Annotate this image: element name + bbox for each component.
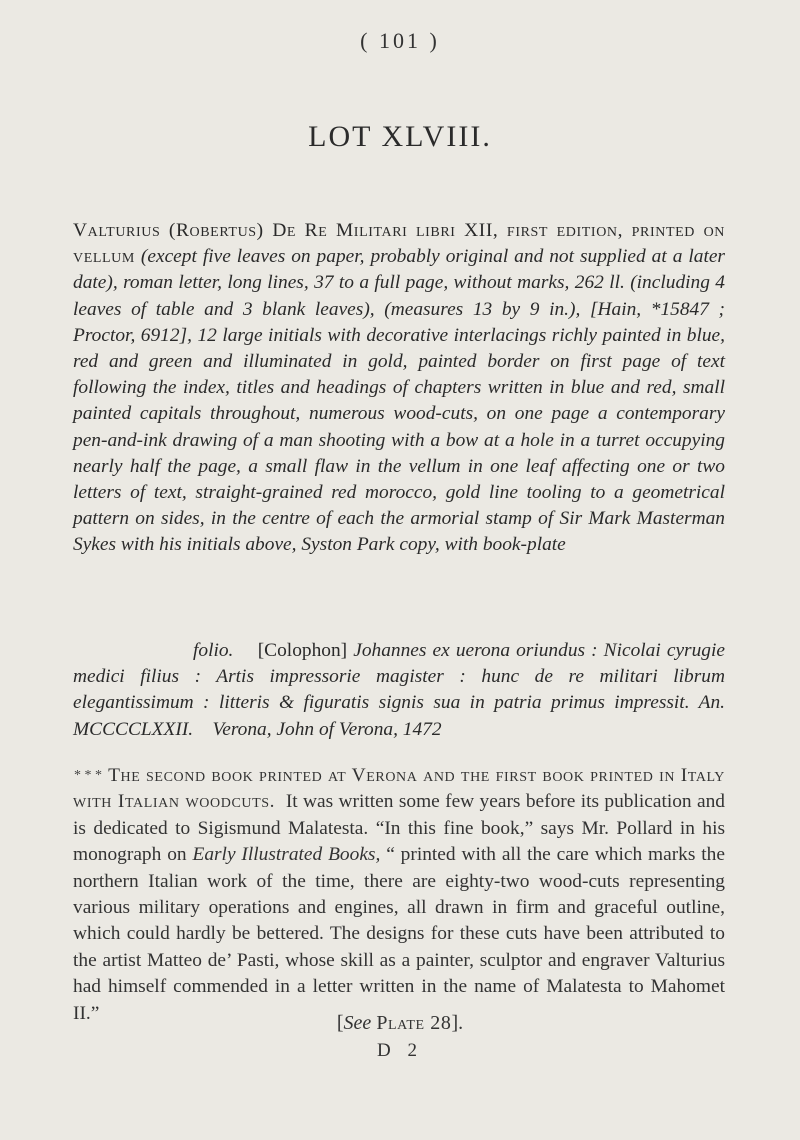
- colophon-text: Johannes ex uerona oriundus : Nicolai cyrugie medici filius : Artis impressorie magister : hunc de re militari librum elegantissimum : litteris & figuratis signis sua in patria primus impressit. An. MCCCCLXXII.: [73, 640, 725, 740]
- entry-author-heading: Valturius (Robertus) De Re Militari libri XII, first edition, printed on vellum: [73, 220, 725, 268]
- signature-mark: D 2: [377, 1040, 423, 1061]
- page-number: ( 101 ): [360, 28, 440, 53]
- entry-description: (except five leaves on paper, probably original and not supplied at a later date), roman letter, long lines, 37 to a full page, without marks, 262 ll. (including 4 leaves of table and 3 blank leaves), (measures 13 by 9 in.), [Hain, *15847 ; Proctor, 6912], 12 large initials with decorative interlacings richly painted in blue, red and green and illuminated in gold, painted border on first page of text following the index, titles and headings of chapters written in blue and red, small painted capitals throughout, numerous wood-cuts, on one page a contemporary pen-and-ink drawing of a man shooting with a bow at a hole in a turret occupying nearly half the page, a small flaw in the vellum in one leaf affecting one or two letters of text, straight-grained red morocco, gold line tooling to a geometrical pattern on sides, in the centre of each the armorial stamp of Sir Mark Masterman Sykes with his initials above, Syston Park copy, with book-plate: [73, 246, 725, 556]
- asterism-marker: * * *: [74, 768, 102, 783]
- format-label: folio.: [193, 640, 234, 661]
- plate-label: Plate 28: [376, 1012, 452, 1034]
- work-title: Early Illustrated Books,: [192, 844, 381, 866]
- catalogue-entry: [73, 218, 725, 559]
- colophon-label: [Colophon]: [257, 640, 348, 661]
- plate-reference: [See Plate 28].: [336, 1012, 464, 1034]
- colophon-paragraph: [73, 638, 725, 743]
- note-body: It was written some few years before its publication and is dedicated to Sigismund Malatesta. “In this fine book,” says Mr. Pollard in his monograph on: [73, 791, 725, 866]
- note-heading: The second book printed at Verona and the first book printed in Italy with Italian woodcuts.: [73, 765, 726, 813]
- note-quote: “ printed with all the care which marks the northern Italian work of the time, there are eighty-two wood-cuts representing various military operations and engines, all drawn in firm and graceful outline, which could hardly be bettered. The designs for these cuts have been attributed to the artist Matteo de’ Pasti, whose skill as a painter, sculptor and engraver Valturius had himself commended in a letter written in the name of Malatesta to Mahomet II.”: [73, 844, 725, 1024]
- imprint: Verona, John of Verona, 1472: [212, 718, 442, 740]
- see-label: See: [343, 1012, 372, 1034]
- bibliographic-note: [73, 763, 725, 1027]
- lot-title: LOT XLVIII.: [308, 120, 492, 153]
